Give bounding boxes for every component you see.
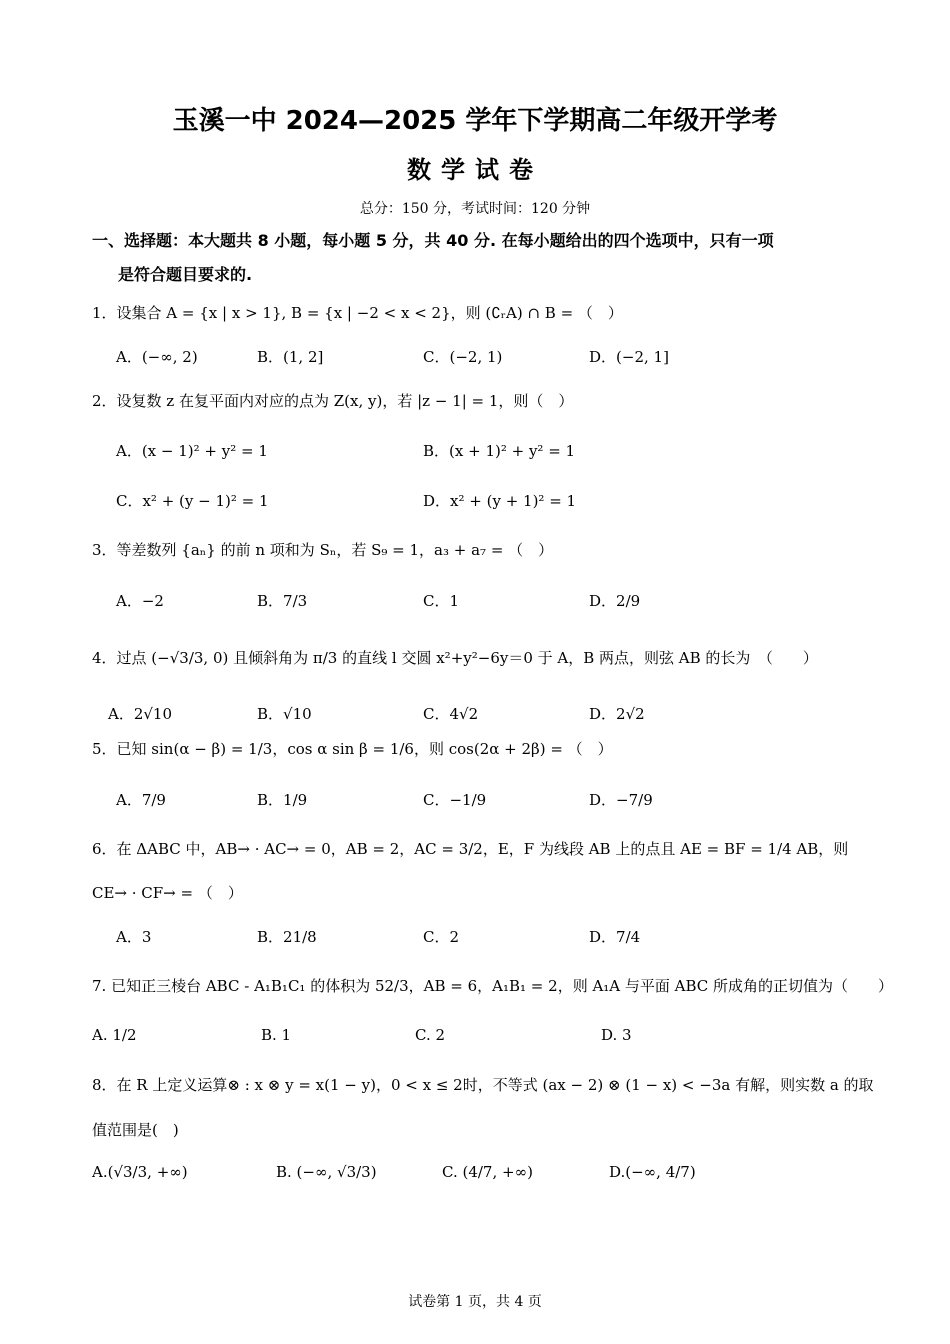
q4-option-b: B．√10 [257, 705, 312, 723]
q2-option-d: D．x² + (y + 1)² = 1 [423, 492, 577, 510]
q7-option-b: B. 1 [261, 1026, 292, 1044]
q2-option-b: B．(x + 1)² + y² = 1 [423, 442, 576, 460]
q2-option-c: C．x² + (y − 1)² = 1 [116, 492, 269, 510]
q5-option-a: A．7/9 [116, 791, 166, 809]
section-heading-line2: 是符合题目要求的. [118, 265, 253, 284]
q3-option-c: C．1 [423, 592, 460, 610]
q7-option-a: A. 1/2 [92, 1026, 137, 1044]
q1-option-d: D．(−2, 1] [589, 348, 669, 366]
q8-option-b: B. (−∞, √3/3) [276, 1163, 377, 1181]
page-subtitle: 数学试卷 [407, 156, 543, 184]
q1-option-b: B．(1, 2] [257, 348, 324, 366]
question-7-stem: 7. 已知正三棱台 ABC - A₁B₁C₁ 的体积为 52/3，AB = 6，A₁B₁ = 2，则 A₁A 与平面 ABC 所成角的正切值为（ ） [92, 977, 894, 995]
q5-option-c: C．−1/9 [423, 791, 487, 809]
question-4-stem: 4．过点 (−√3/3, 0) 且倾斜角为 π/3 的直线 l 交圆 x²+y²−6y＝0 于 A，B 两点，则弦 AB 的长为 （ ） [92, 649, 818, 667]
question-8-stem-continued: 值范围是( ) [92, 1121, 179, 1139]
question-5-stem: 5．已知 sin(α − β) = 1/3，cos α sin β = 1/6，则 cos(2α + 2β) = （ ） [92, 740, 613, 758]
q8-option-a: A.(√3/3, +∞) [92, 1163, 188, 1181]
question-6-stem: 6．在 ΔABC 中，AB→ · AC→ = 0，AB = 2，AC = 3/2，E，F 为线段 AB 上的点且 AE = BF = 1/4 AB，则 [92, 840, 849, 858]
q6-option-b: B．21/8 [257, 928, 317, 946]
q6-option-d: D．7/4 [589, 928, 641, 946]
q1-option-c: C．(−2, 1) [423, 348, 503, 366]
question-1-stem: 1．设集合 A = {x | x > 1}, B = {x | −2 < x < 2}，则 (∁ᵣA) ∩ B = （ ） [92, 304, 623, 322]
q3-option-b: B．7/3 [257, 592, 308, 610]
question-6-stem-continued: CE→ · CF→ = （ ） [92, 884, 243, 902]
section-heading-line1: 一、选择题：本大题共 8 小题，每小题 5 分，共 40 分. 在每小题给出的四个选项中，只有一项 [92, 231, 774, 250]
q1-option-a: A．(−∞, 2) [116, 348, 198, 366]
q6-option-a: A．3 [116, 928, 152, 946]
q8-option-c: C. (4/7, +∞) [442, 1163, 533, 1181]
q4-option-c: C．4√2 [423, 705, 479, 723]
q8-option-d: D.(−∞, 4/7) [609, 1163, 696, 1181]
q5-option-d: D．−7/9 [589, 791, 653, 809]
q4-option-d: D．2√2 [589, 705, 645, 723]
exam-meta: 总分：150 分，考试时间：120 分钟 [359, 201, 591, 217]
question-2-stem: 2．设复数 z 在复平面内对应的点为 Z(x, y)，若 |z − 1| = 1，则（ ） [92, 392, 574, 410]
page-title: 玉溪一中 2024—2025 学年下学期高二年级开学考 [172, 106, 778, 136]
q3-option-d: D．2/9 [589, 592, 641, 610]
page-footer: 试卷第 1 页，共 4 页 [408, 1294, 542, 1310]
q2-option-a: A．(x − 1)² + y² = 1 [116, 442, 268, 460]
question-8-stem: 8．在 R 上定义运算⊗ : x ⊗ y = x(1 − y)，0 < x ≤ 2时，不等式 (ax − 2) ⊗ (1 − x) < −3a 有解，则实数 a 的取 [92, 1076, 874, 1094]
question-3-stem: 3．等差数列 {aₙ} 的前 n 项和为 Sₙ，若 S₉ = 1，a₃ + a₇ = （ ） [92, 541, 554, 559]
q6-option-c: C．2 [423, 928, 460, 946]
q3-option-a: A．−2 [116, 592, 164, 610]
q7-option-c: C. 2 [415, 1026, 446, 1044]
q7-option-d: D. 3 [601, 1026, 632, 1044]
q5-option-b: B．1/9 [257, 791, 308, 809]
q4-option-a: A．2√10 [108, 705, 173, 723]
